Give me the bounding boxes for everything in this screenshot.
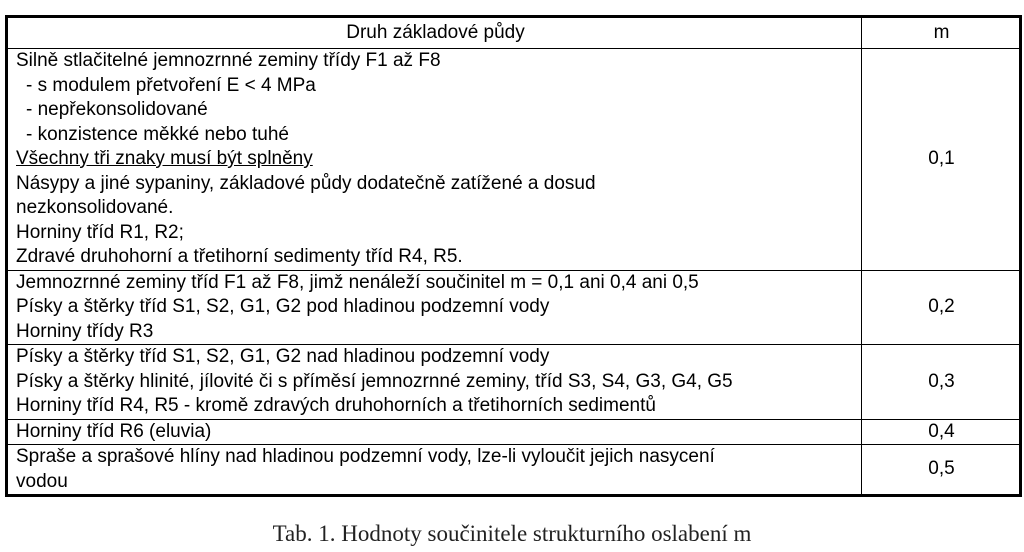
row-line: Horniny tříd R1, R2; <box>16 221 184 243</box>
row-line: - nepřekonsolidované <box>26 99 208 120</box>
row-line: nezkonsolidované. <box>16 197 174 218</box>
table-header-row <box>7 17 1021 49</box>
row-description <box>7 49 862 271</box>
row-line: Jemnozrnné zeminy tříd F1 až F8, jimž nenáleží součinitel m = 0,1 ani 0,4 ani 0,5 <box>16 271 699 293</box>
row-value: 0,5 <box>862 445 1021 496</box>
row-line: Horniny třídy R3 <box>16 320 154 342</box>
row-line: vodou <box>16 470 68 492</box>
table-row <box>7 419 1021 445</box>
row-line: Písky a štěrky tříd S1, S2, G1, G2 nad hladinou podzemní vody <box>16 346 550 367</box>
row-line: Zdravé druhohorní a třetihorní sedimenty tříd R4, R5. <box>16 246 463 267</box>
header-soil-type: Druh základové půdy <box>7 17 862 49</box>
row-line: Spraše a sprašové hlíny nad hladinou podzemní vody, lze-li vyloučit jejich nasycení <box>16 446 715 467</box>
row-line: - s modulem přetvoření E < 4 MPa <box>26 74 316 96</box>
row-line: Horniny tříd R4, R5 - kromě zdravých druhohorních a třetihorních sedimentů <box>16 395 656 416</box>
row-value: 0,4 <box>862 419 1021 445</box>
table-wrapper <box>5 15 1019 497</box>
row-line: Písky a štěrky hlinité, jílovité či s příměsí jemnozrnné zeminy, tříd S3, S4, G3, G4, G5 <box>16 370 733 392</box>
table-row <box>7 49 1021 271</box>
row-line: Násypy a jiné sypaniny, základové půdy dodatečně zatížené a dosud <box>16 172 596 194</box>
row-line: - konzistence měkké nebo tuhé <box>26 123 289 145</box>
soil-coefficient-table <box>5 15 1022 497</box>
header-m: m <box>862 17 1021 49</box>
row-line: Silně stlačitelné jemnozrnné zeminy třídy F1 až F8 <box>16 50 441 71</box>
row-description <box>7 345 862 420</box>
table-caption: Tab. 1. Hodnoty součinitele strukturního oslabení m <box>272 521 752 546</box>
row-description <box>7 270 862 345</box>
table-row <box>7 345 1021 420</box>
row-line-underlined: Všechny tři znaky musí být splněny <box>16 148 313 169</box>
row-description <box>7 419 862 445</box>
row-description <box>7 445 862 496</box>
row-value: 0,1 <box>862 49 1021 271</box>
table-row <box>7 445 1021 496</box>
row-line: Písky a štěrky tříd S1, S2, G1, G2 pod hladinou podzemní vody <box>16 296 550 317</box>
row-value: 0,3 <box>862 345 1021 420</box>
table-row <box>7 270 1021 345</box>
row-line: Horniny tříd R6 (eluvia) <box>16 420 212 442</box>
row-value: 0,2 <box>862 270 1021 345</box>
